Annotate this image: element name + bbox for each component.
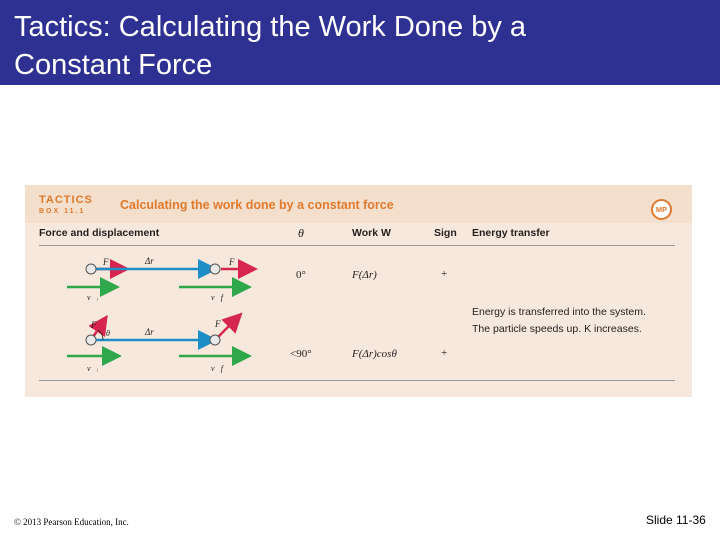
copyright-notice: © 2013 Pearson Education, Inc.: [14, 517, 129, 527]
row2-theta: <90°: [290, 348, 312, 360]
row1-displacement-label: Δr⃗: [145, 256, 161, 266]
header-sign: Sign: [434, 227, 457, 239]
row1-force-label: F⃗: [103, 257, 116, 267]
title-bar: [0, 0, 720, 85]
header-force-displacement: Force and displacement: [39, 227, 160, 239]
tactics-label: TACTICS: [39, 194, 93, 206]
row2-work: F(Δr)cosθ: [352, 348, 397, 360]
row2-particle-final: [210, 335, 220, 345]
header-energy-transfer: Energy transfer: [472, 227, 550, 239]
row2-force-label-right: F⃗: [215, 319, 228, 329]
row2-angle-label: θ: [106, 329, 110, 338]
row2-angle-arc: [98, 330, 103, 340]
tactics-box-number: BOX 11.1: [39, 208, 86, 215]
row2-initial-velocity-label: v⃗ᵢ: [87, 364, 99, 373]
row1-theta: 0°: [296, 269, 306, 281]
slide-title: Tactics: Calculating the Work Done by a Constant Force: [14, 11, 527, 81]
tactics-box: [25, 185, 692, 397]
row2-particle-initial: [86, 335, 96, 345]
row1-sign: +: [441, 268, 448, 280]
row1-force-label-right: F⃗: [229, 257, 242, 267]
row1-final-velocity-label: v⃗f: [211, 293, 223, 302]
row2-displacement-label: Δr⃗: [145, 327, 161, 337]
row2-final-velocity-label: v⃗f: [211, 364, 223, 373]
row1-particle-final: [210, 264, 220, 274]
row2-sign: +: [441, 347, 448, 359]
energy-transfer-text: Energy is transferred into the system. The particle speeds up. K increases.: [472, 306, 646, 335]
header-work: Work W: [352, 227, 391, 239]
row1-particle-initial: [86, 264, 96, 274]
force-displacement-diagram: [25, 185, 692, 397]
row1-initial-velocity-label: v⃗ᵢ: [87, 293, 99, 302]
mastering-physics-icon: MP: [651, 199, 672, 220]
row1-work: F(Δr): [352, 269, 377, 281]
slide-number: Slide 11-36: [646, 513, 706, 527]
tactics-box-title: Calculating the work done by a constant force: [120, 198, 394, 212]
row2-force-label: F⃗: [91, 320, 104, 330]
header-theta: θ: [298, 226, 304, 240]
